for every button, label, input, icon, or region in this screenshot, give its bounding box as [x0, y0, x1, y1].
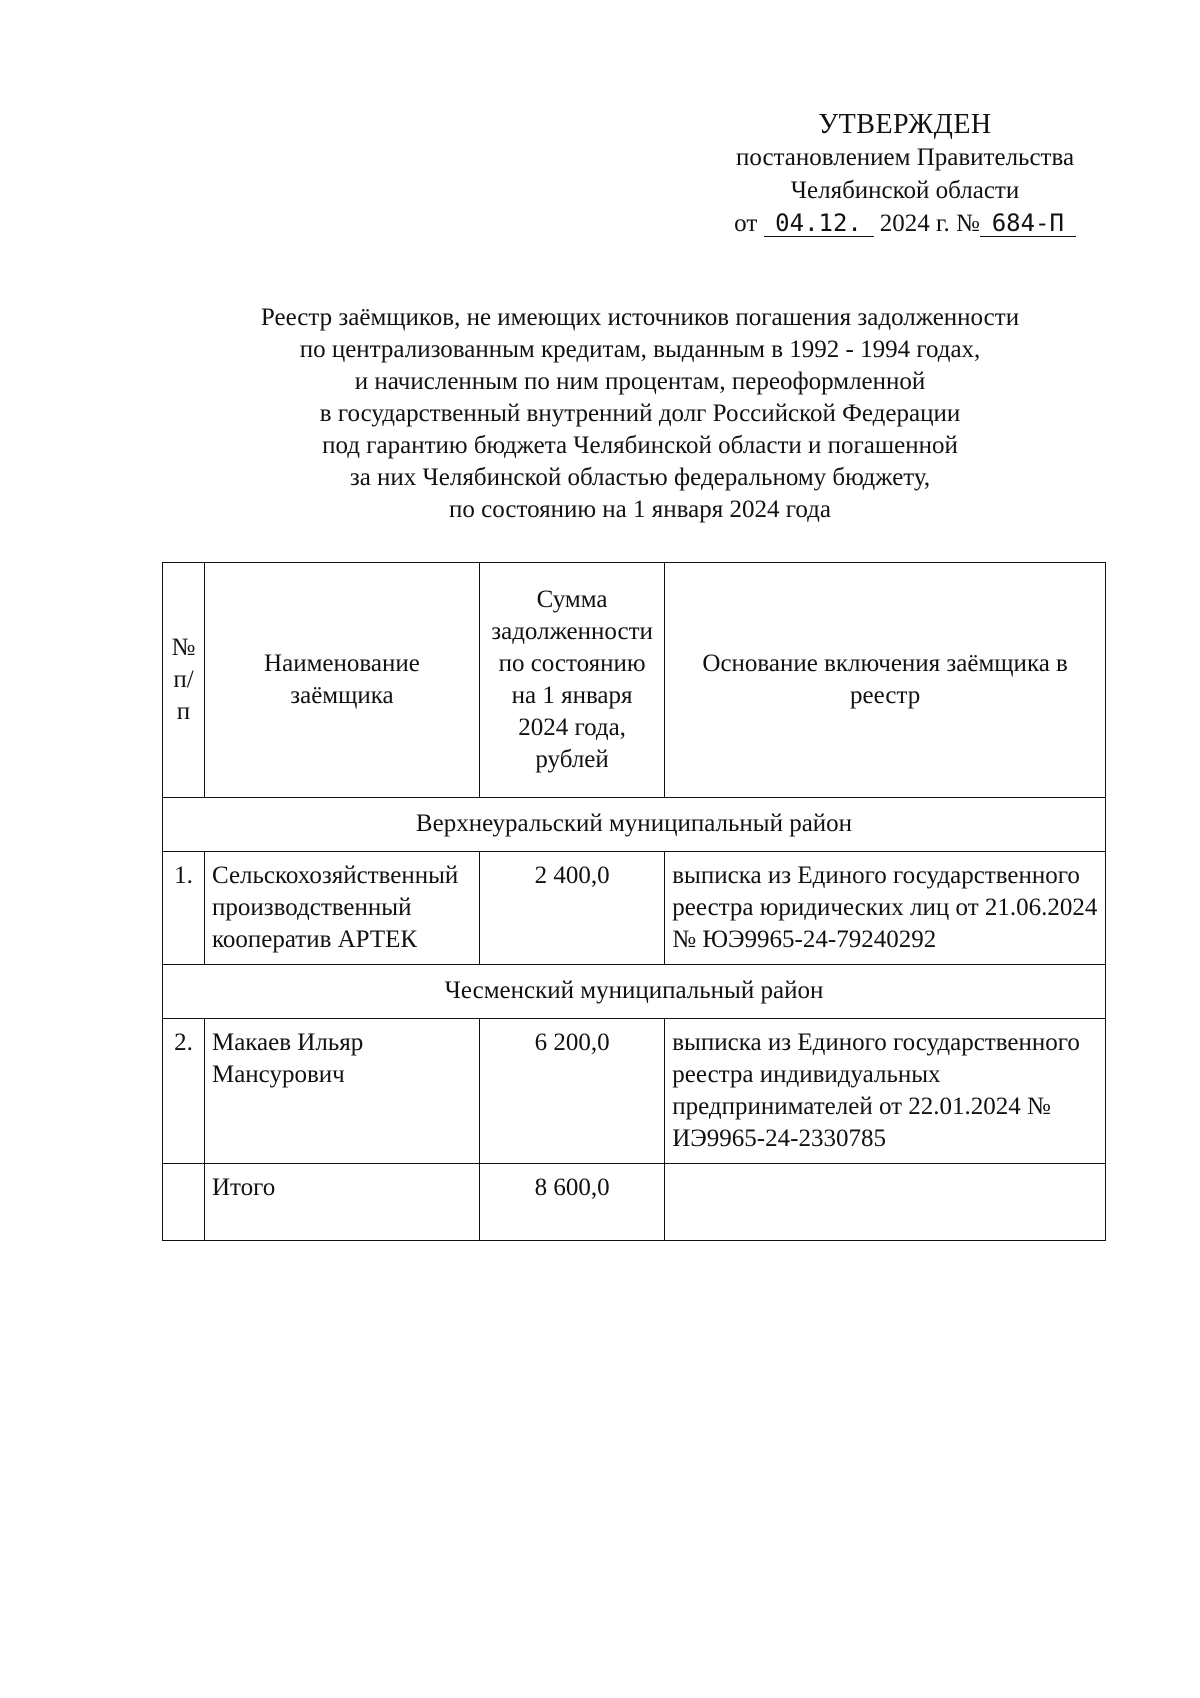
row-sum: 6 200,0 [479, 1019, 664, 1164]
row-no: 1. [163, 852, 205, 965]
approval-date: 04.12. [764, 210, 874, 237]
row-name: Сельскохозяйственный производственный кооператив АРТЕК [204, 852, 479, 965]
approval-dateline [700, 207, 1110, 240]
row-basis: выписка из Единого государственного реестра юридических лиц от 21.06.2024 № ЮЭ9965-24-79240292 [665, 852, 1106, 965]
title-line: Реестр заёмщиков, не имеющих источников погашения задолженности [260, 304, 1020, 331]
header-basis: Основание включения заёмщика в реестр [665, 563, 1106, 798]
district-row [163, 798, 1106, 852]
approval-prefix: от [734, 210, 758, 237]
approval-heading: УТВЕРЖДЕН [818, 109, 992, 140]
total-row [163, 1164, 1106, 1241]
approval-stamp [700, 108, 1110, 240]
total-basis-cell [665, 1164, 1106, 1241]
title-line: под гарантию бюджета Челябинской области и погашенной [322, 432, 958, 459]
title-line: по централизованным кредитам, выданным в 1992 - 1994 годах, [299, 336, 981, 363]
approval-line-1: постановлением Правительства [735, 144, 1075, 171]
title-line: за них Челябинской областью федеральному бюджету, [349, 464, 931, 491]
total-no-cell [163, 1164, 205, 1241]
approval-year: 2024 г. № [879, 210, 980, 237]
header-no: № п/п [163, 563, 205, 798]
title-line: в государственный внутренний долг Российской Федерации [319, 400, 961, 427]
row-no: 2. [163, 1019, 205, 1164]
table-header-row [163, 563, 1106, 798]
title-line: и начисленным по ним процентам, переоформленной [354, 368, 926, 395]
row-name: Макаев Ильяр Мансурович [204, 1019, 479, 1164]
document-title [160, 302, 1120, 526]
table-row [163, 852, 1106, 965]
title-line: по состоянию на 1 января 2024 года [449, 496, 831, 523]
table-row [163, 1019, 1106, 1164]
approval-line-2: Челябинской области [790, 177, 1020, 204]
total-label: Итого [204, 1164, 479, 1241]
district-row [163, 965, 1106, 1019]
row-sum: 2 400,0 [479, 852, 664, 965]
district-name: Чесменский муниципальный район [163, 965, 1106, 1019]
district-name: Верхнеуральский муниципальный район [163, 798, 1106, 852]
total-sum: 8 600,0 [479, 1164, 664, 1241]
header-sum: Сумма задолженности по состоянию на 1 января 2024 года, рублей [479, 563, 664, 798]
registry-table [162, 562, 1106, 1241]
approval-number: 684-П [980, 210, 1076, 237]
row-basis: выписка из Единого государственного реестра индивидуальных предпринимателей от 22.01.2024 № ИЭ9965-24-2330785 [665, 1019, 1106, 1164]
header-name: Наименование заёмщика [204, 563, 479, 798]
